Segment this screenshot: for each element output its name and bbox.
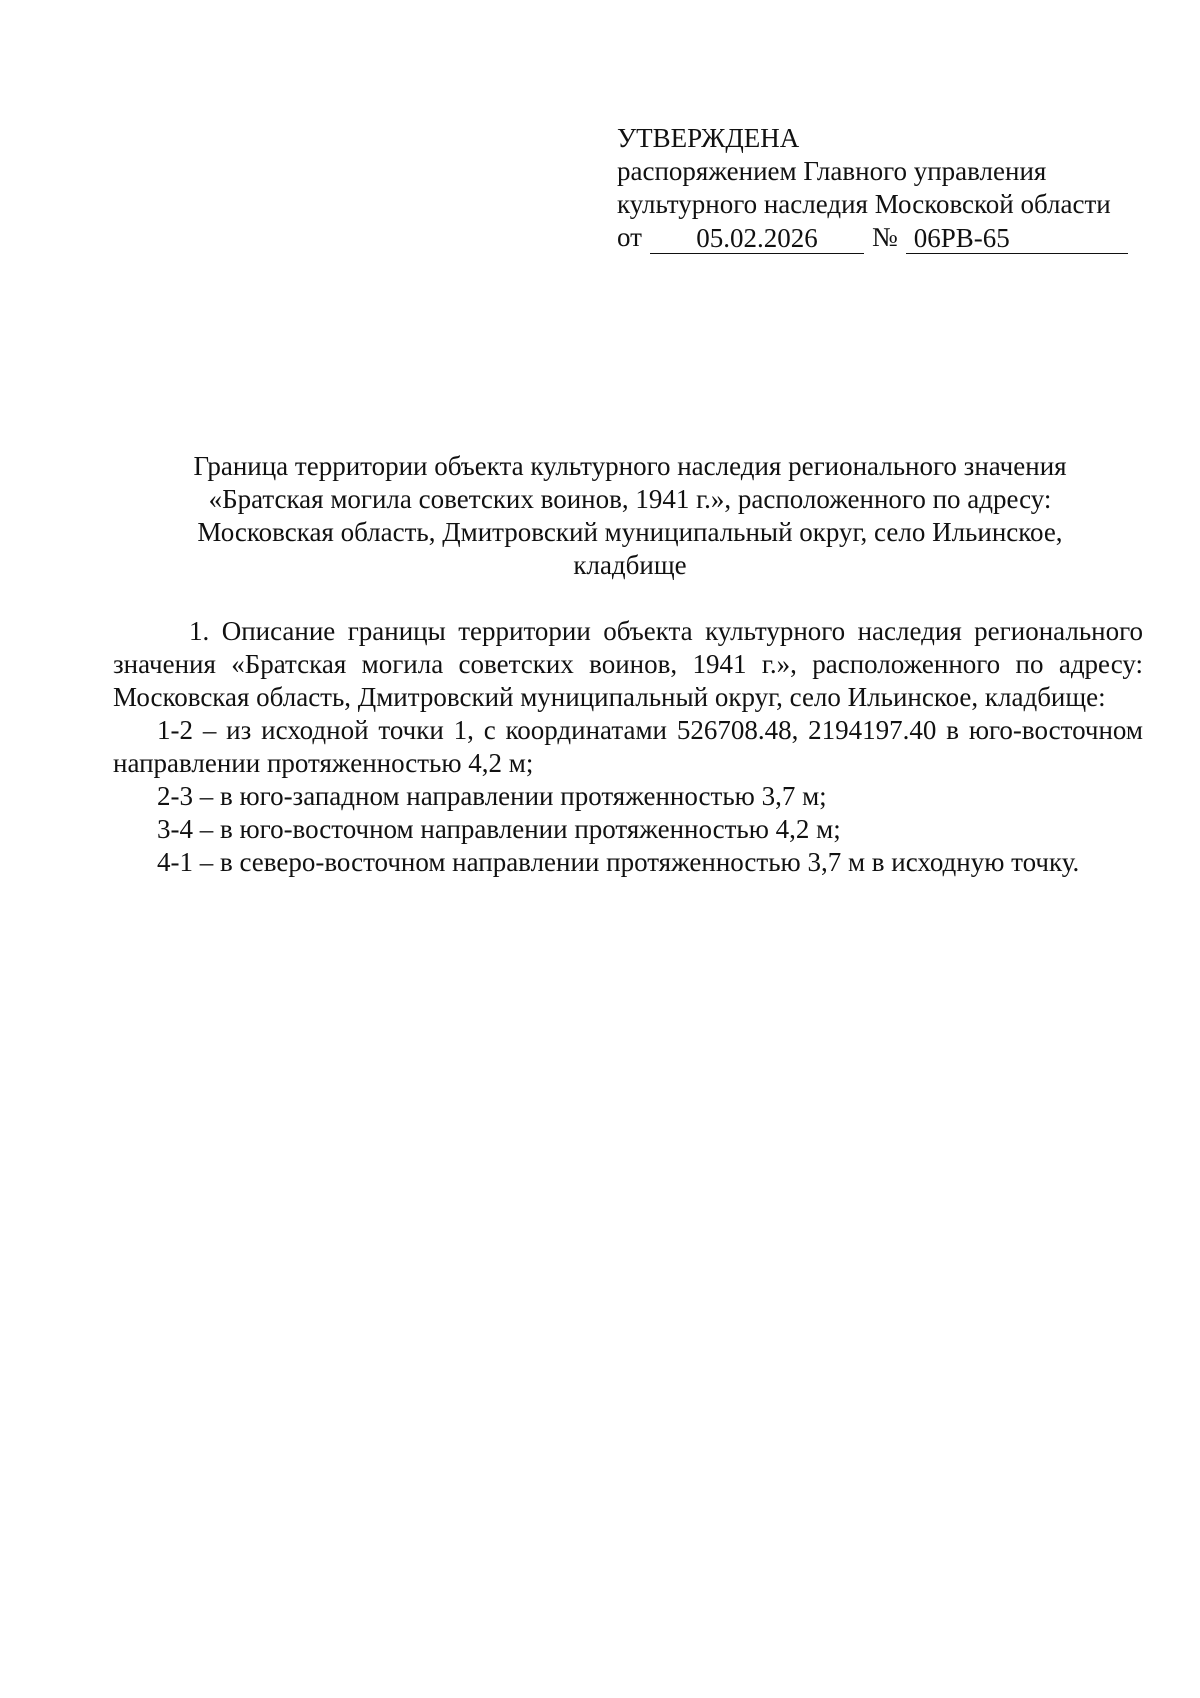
approval-number: 06РВ-65: [906, 223, 1128, 254]
boundary-segment: 3-4 – в юго-восточном направлении протяженностью 4,2 м;: [157, 814, 841, 844]
title-line: Московская область, Дмитровский муниципальный округ, село Ильинское,: [197, 517, 1063, 547]
document-body: [113, 615, 1143, 879]
approval-block: [617, 122, 1137, 254]
boundary-description-intro: 1. Описание границы территории объекта культурного наследия регионального значения «Братская могила советских воинов, 1941 г.», расположенного по адресу: Московская область, Дмитровский муниципальный округ, село Ильинское, кладбище:: [113, 616, 1143, 712]
title-line: «Братская могила советских воинов, 1941 г.», расположенного по адресу:: [208, 484, 1052, 514]
approval-date: 05.02.2026: [650, 223, 864, 254]
boundary-segment: 2-3 – в юго-западном направлении протяженностью 3,7 м;: [157, 781, 827, 811]
approval-line-1: распоряжением Главного управления: [617, 156, 1047, 186]
title-line: Граница территории объекта культурного наследия регионального значения: [193, 451, 1067, 481]
boundary-segment: 1-2 – из исходной точки 1, с координатами 526708.48, 2194197.40 в юго-восточном направлении протяженностью 4,2 м;: [113, 715, 1143, 778]
number-sign: №: [871, 222, 898, 252]
boundary-segment: 4-1 – в северо-восточном направлении протяженностью 3,7 м в исходную точку.: [157, 847, 1080, 877]
title-line: кладбище: [573, 550, 687, 580]
approval-reference-line: [617, 221, 1137, 254]
document-title: [120, 450, 1140, 582]
approval-line-2: культурного наследия Московской области: [617, 189, 1111, 219]
from-label: от: [617, 222, 642, 252]
approval-heading: УТВЕРЖДЕНА: [617, 123, 800, 153]
